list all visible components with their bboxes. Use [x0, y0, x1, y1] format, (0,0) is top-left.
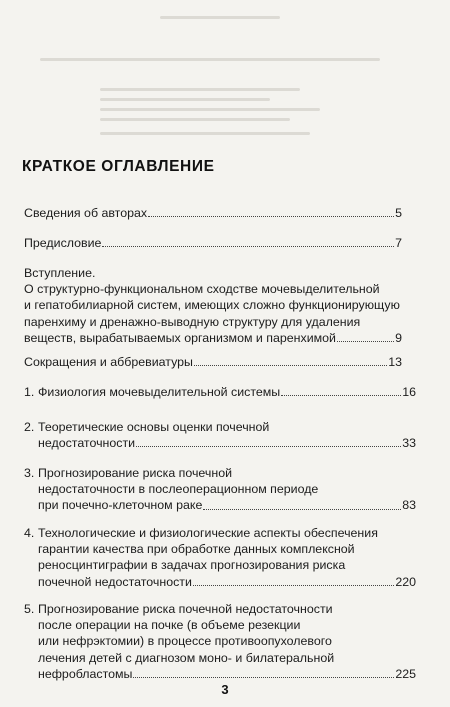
chapter-number: 2. [24, 420, 35, 434]
toc-entry-line: паренхиму и дренажно-выводную структуру для удаления [24, 314, 361, 329]
toc-entry-title: недостаточности [38, 436, 136, 451]
leader-dots [281, 395, 401, 396]
toc-entry-line: Теоретические основы оценки почечной [38, 420, 270, 434]
toc-page-number: 5 [395, 206, 402, 220]
toc-entry-title: веществ, вырабатываемых организмом и паренхимой [24, 330, 336, 345]
leader-dots [337, 341, 394, 342]
toc-page-number: 16 [402, 385, 416, 399]
toc-entry-line: недостаточности в послеоперационном периоде [38, 482, 319, 497]
leader-dots [148, 216, 394, 217]
chapter-number: 1. [24, 385, 35, 399]
toc-page-number: 220 [395, 574, 416, 589]
toc-entry-chapter-4[interactable] [24, 525, 416, 590]
toc-entry-line: Прогнозирование риска почечной недостаточности [38, 602, 333, 616]
toc-entry-line: лечения детей с диагнозом моно- и билатеральной [38, 650, 335, 665]
leader-dots [194, 365, 387, 366]
toc-entry-title: Сведения об авторах [24, 206, 148, 220]
toc-entry-line: Прогнозирование риска почечной [38, 466, 233, 480]
toc-entry-line: Технологические и физиологические аспекты обеспечения [38, 526, 378, 540]
leader-dots [136, 446, 401, 447]
toc-entry-authors[interactable] [24, 205, 402, 221]
toc-entry-line: Вступление. [24, 266, 96, 280]
leader-dots [193, 585, 394, 586]
leader-dots [203, 509, 401, 510]
toc-entry-line: или нефрэктомии) в процессе противоопухолевого [38, 634, 332, 649]
toc-page-number: 13 [388, 355, 402, 369]
toc-entry-line: О структурно-функциональном сходстве мочевыделительной [24, 282, 380, 297]
toc-entry-chapter-5[interactable] [24, 601, 416, 682]
toc-entry-title: нефробластомы [38, 666, 133, 681]
toc-page-number: 83 [402, 498, 416, 513]
toc-entry-preface[interactable] [24, 235, 402, 251]
toc-entry-introduction[interactable] [24, 265, 402, 346]
leader-dots [133, 677, 394, 678]
toc-page-number: 7 [395, 236, 402, 250]
toc-entry-title: Физиология мочевыделительной системы [38, 385, 281, 399]
toc-entry-line: и гепатобилиарной систем, имеющих сложно функционирующую [24, 298, 400, 313]
toc-entry-title: Сокращения и аббревиатуры [24, 355, 193, 369]
toc-entry-chapter-2[interactable] [24, 419, 416, 451]
toc-entry-chapter-3[interactable] [24, 465, 416, 514]
chapter-number: 4. [24, 526, 35, 540]
toc-entry-chapter-1[interactable] [24, 384, 416, 400]
toc-entry-line: реносцинтиграфии в задачах прогнозирования риска [38, 558, 346, 573]
toc-heading: КРАТКОЕ ОГЛАВЛЕНИЕ [22, 158, 215, 175]
toc-entry-line: гарантии качества при обработке данных комплексной [38, 542, 355, 557]
toc-page-number: 9 [395, 330, 402, 345]
show-through-text [40, 12, 400, 142]
toc-entry-title: при почечно-клеточном раке [38, 498, 203, 513]
toc-entry-title: почечной недостаточности [38, 574, 192, 589]
page-number: 3 [221, 682, 229, 697]
toc-page-number: 225 [395, 666, 416, 681]
chapter-number: 3. [24, 466, 35, 480]
toc-entry-abbreviations[interactable] [24, 354, 402, 370]
toc-entry-line: после операции на почке (в объеме резекции [38, 618, 301, 633]
leader-dots [102, 246, 394, 247]
chapter-number: 5. [24, 602, 35, 616]
toc-page-number: 33 [402, 436, 416, 451]
toc-entry-title: Предисловие [24, 236, 102, 250]
